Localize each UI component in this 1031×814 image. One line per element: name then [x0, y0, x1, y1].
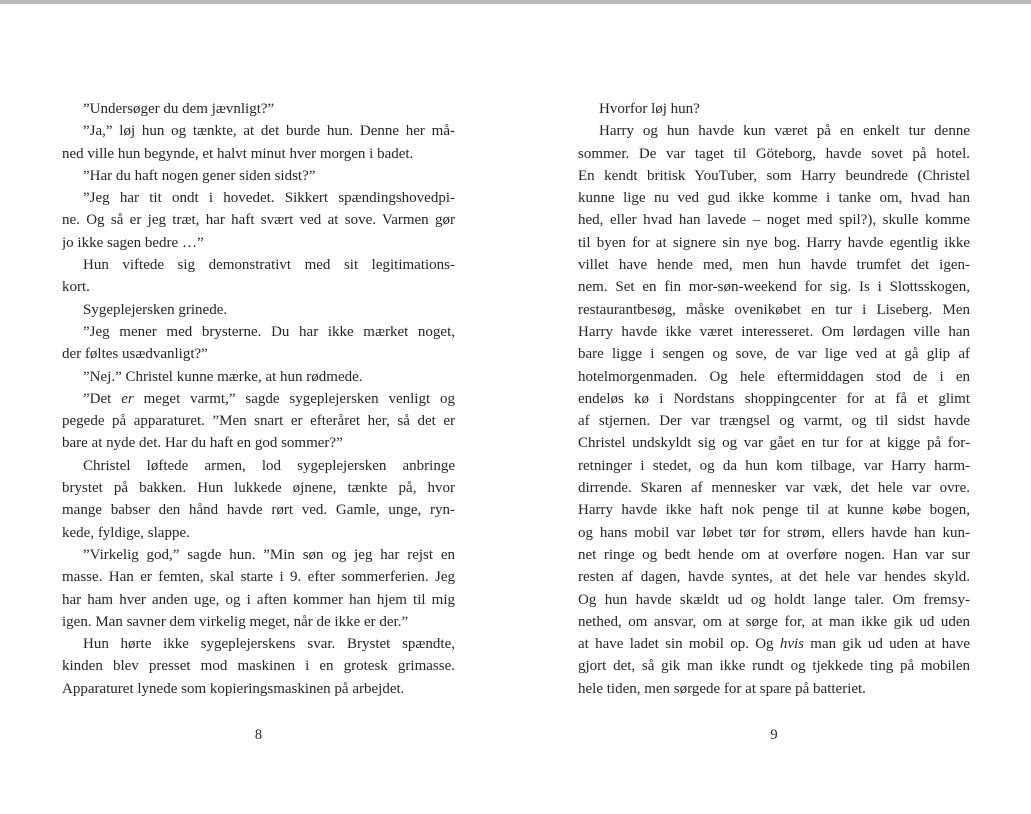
text-line: ”Har du haft nogen gener siden sidst?”	[83, 167, 316, 184]
text-line: Harry havde ikke haft nok penge til at kunne købe bogen,	[578, 502, 970, 519]
text-line: masse. Han er femten, skal starte i 9. efter sommerferien. Jeg	[62, 569, 455, 586]
text-line: Hun viftede sig demonstrativt med sit legitimations-	[83, 257, 455, 274]
text-line: nem. Set en fin mor-søn-weekend for sig. Is i Slottsskogen,	[578, 279, 970, 296]
text-line: mange babser den hånd havde rørt ved. Gamle, unge, ryn-	[62, 502, 455, 519]
text-line: bare at nyde det. Har du haft en god sommer?”	[62, 435, 343, 452]
text-line: hele tiden, men sørgede for at spare på batteriet.	[578, 680, 866, 697]
text-line: til byen for at signere sin nye bog. Harry havde egentlig ikke	[578, 234, 970, 251]
book-page-right-text	[578, 98, 970, 700]
text-line: ne. Og så er jeg træt, har haft svært ved at sove. Varmen gør	[62, 212, 455, 229]
text-line: kede, fyldige, slappe.	[62, 524, 190, 541]
text-line: har ham hver anden uge, og i aften kommer han hjem til mig	[62, 591, 455, 608]
text-line: igen. Man savner dem virkelig meget, når de ikke er der.”	[62, 613, 409, 630]
book-page-left-text	[62, 98, 455, 700]
text-line: Hun hørte ikke sygeplejerskens svar. Brystet spændte,	[83, 636, 455, 653]
text-line: Og hun havde skældt ud og holdt lange taler. Om fremsy-	[578, 591, 970, 608]
text-line: Harry havde ikke været interesseret. Om lørdagen ville han	[578, 323, 970, 340]
text-line: der føltes usædvanligt?”	[62, 346, 208, 363]
text-line: hotelmorgenmaden. Og hele eftermiddagen stod de i en	[578, 368, 970, 385]
text-line: af stjernen. Der var trængsel og varmt, og til sidst havde	[578, 413, 970, 430]
text-line: Sygeplejersken grinede.	[83, 301, 228, 318]
text-line: resten af dagen, havde syntes, at det hele var hendes skyld.	[578, 569, 970, 586]
text-line: og hans mobil var løbet tør for strøm, ellers havde han kun-	[578, 524, 970, 541]
text-line: jo ikke sagen bedre …”	[62, 234, 204, 251]
text-line: brystet på bakken. Hun lukkede øjnene, tænkte på, hvor	[62, 480, 455, 497]
text-line: ”Jeg har tit ondt i hovedet. Sikkert spændingshovedpi-	[83, 190, 455, 207]
text-line: ”Nej.” Christel kunne mærke, at hun rødmede.	[83, 368, 363, 385]
text-line: ”Virkelig god,” sagde hun. ”Min søn og jeg har rejst en	[83, 546, 455, 563]
text-line: Hvorfor løj hun?	[599, 101, 700, 117]
text-line: ”Undersøger du dem jævnligt?”	[83, 101, 275, 117]
text-line: kort.	[62, 279, 90, 296]
text-line: nethed, om ansvar, om at sørge for, at man ikke gik ud uden	[578, 613, 970, 630]
text-line: bare ligge i sengen og sove, de var lige ved at gå glip af	[578, 346, 970, 363]
text-line: villet have hende med, men hun havde trumfet det igen-	[578, 257, 970, 274]
page-number-left: 8	[254, 727, 263, 743]
text-line: Christel løftede armen, lod sygeplejersken anbringe	[83, 457, 455, 474]
text-line: restaurantbesøg, måske ovenikøbet en tur i Liseberg. Men	[578, 301, 970, 318]
text-line: endeløs kø i Nordstans shoppingcenter for at få et glimt	[578, 390, 970, 407]
text-line: ned ville hun begynde, et halvt minut hver morgen i badet.	[62, 145, 414, 162]
text-line: hed, eller hvad han lavede – noget med spil?), skulle komme	[578, 212, 970, 229]
text-line: Apparaturet lynede som kopieringsmaskinen på arbejdet.	[62, 680, 405, 697]
text-line: at have ladet sin mobil op. Og hvis man gik ud uden at have	[578, 636, 970, 653]
text-line: Christel undskyldt sig og var gået en tur for at kigge på for-	[578, 435, 970, 452]
text-line: Harry og hun havde kun været på en enkelt tur denne	[599, 123, 970, 140]
text-line: dirrende. Skaren af mennesker var væk, det hele var ovre.	[578, 480, 970, 497]
text-line: net ringe og bedt hende om at overføre nogen. Han var sur	[578, 546, 970, 563]
text-line: ”Ja,” løj hun og tænkte, at det burde hun. Denne her må-	[83, 123, 455, 140]
page-number-right: 9	[770, 727, 778, 743]
text-line: pegede på apparaturet. ”Men snart er efteråret her, så det er	[62, 413, 455, 430]
text-line: kunne lige nu ved gud ikke komme i tanke om, hvad han	[578, 190, 970, 207]
text-line: ”Jeg mener med brysterne. Du har ikke mærket noget,	[83, 323, 455, 340]
text-line: gjort det, så gik man ikke rundt og tjekkede ting på mobilen	[578, 658, 970, 675]
text-line: En kendt britisk YouTuber, som Harry beundrede (Christel	[578, 167, 970, 184]
window-top-border	[0, 0, 1031, 4]
text-line: ”Det er meget varmt,” sagde sygeplejersken venligt og	[83, 390, 455, 407]
text-line: sommer. De var taget til Göteborg, havde sovet på hotel.	[578, 145, 970, 162]
text-line: kinden blev presset mod maskinen i en grotesk grimasse.	[62, 658, 455, 675]
text-line: retninger i stedet, og da hun kom tilbage, var Harry harm-	[578, 457, 970, 474]
